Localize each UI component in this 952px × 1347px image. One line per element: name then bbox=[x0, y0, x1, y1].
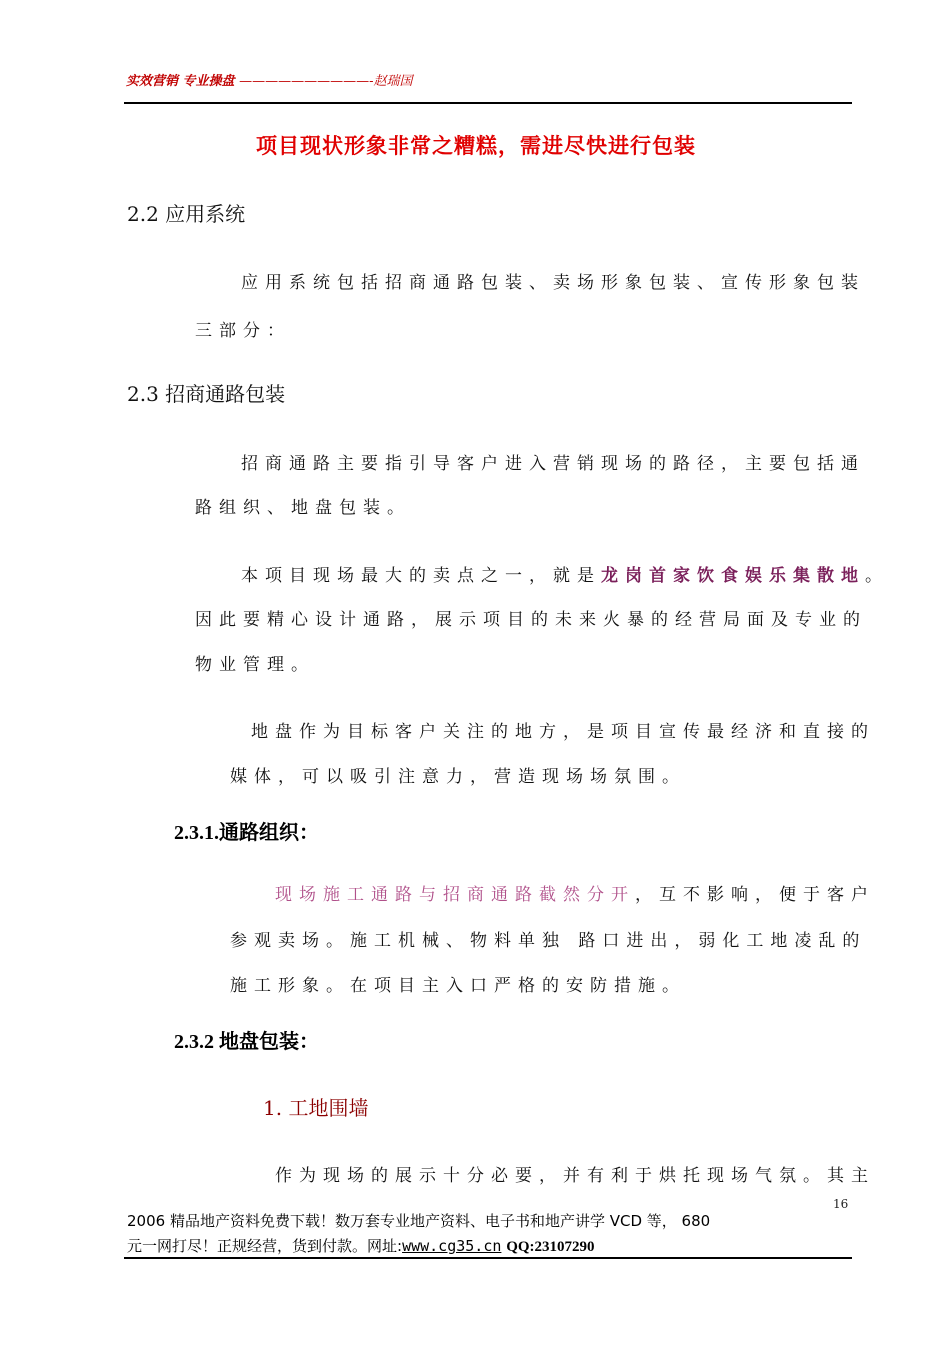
header-divider bbox=[124, 102, 852, 104]
line1-rest: ，互不影响，便于客户 bbox=[635, 885, 875, 905]
section-2-3-para3-line2: 媒体，可以吸引注意力，营造现场场氛围。 bbox=[230, 767, 686, 787]
header-slogan: 实效营销 专业操盘 bbox=[126, 74, 240, 89]
footer-line2 bbox=[127, 1235, 595, 1256]
para2-text-a: 本项目现场最大的卖点之一，就是 bbox=[241, 566, 601, 586]
section-2-2-title: 2.2 应用系统 bbox=[127, 202, 246, 226]
section-2-2-para-line1: 应用系统包括招商通路包装、卖场形象包装、宣传形象包装 bbox=[241, 273, 865, 293]
section-2-3-1-line1 bbox=[275, 880, 875, 905]
page-headline: 项目现状形象非常之糟糕，需进尽快进行包装 bbox=[256, 133, 696, 158]
header-author: -赵瑞国 bbox=[369, 74, 413, 89]
highlight-selling-point: 龙岗首家饮食娱乐集散地 bbox=[601, 566, 865, 586]
footer-divider bbox=[124, 1257, 852, 1259]
section-2-3-para1-line1: 招商通路主要指引导客户进入营销现场的路径，主要包括通 bbox=[241, 454, 865, 474]
section-2-2-para-line2: 三部分： bbox=[195, 321, 291, 341]
section-2-3-para2-line3: 物业管理。 bbox=[195, 655, 315, 675]
highlight-separate-routes: 现场施工通路与招商通路截然分开 bbox=[275, 885, 635, 905]
header-dashes: —————————— bbox=[239, 74, 370, 89]
header-tagline bbox=[126, 70, 412, 89]
section-2-3-para1-line2: 路组织、地盘包装。 bbox=[195, 498, 411, 518]
section-2-3-2-para-line1: 作为现场的展示十分必要，并有利于烘托现场气氛。其主 bbox=[275, 1166, 875, 1186]
website-link[interactable]: www.cg35.cn bbox=[402, 1237, 502, 1255]
page-number: 16 bbox=[833, 1197, 849, 1211]
section-2-3-1-line3: 施工形象。在项目主入口严格的安防措施。 bbox=[230, 976, 686, 996]
footer-text: 元一网打尽！正规经营，货到付款。网址: bbox=[127, 1237, 403, 1255]
footer-line1: 2006 精品地产资料免费下载！数万套专业地产资料、电子书和地产讲学 VCD 等， 680 bbox=[127, 1212, 711, 1230]
section-2-3-para3-line1: 地盘作为目标客户关注的地方，是项目宣传最经济和直接的 bbox=[251, 722, 875, 742]
section-2-3-title: 2.3 招商通路包装 bbox=[127, 382, 286, 406]
para2-text-b: 。 bbox=[865, 566, 889, 586]
section-2-3-para2-line2: 因此要精心设计通路，展示项目的未来火暴的经营局面及专业的 bbox=[195, 610, 867, 630]
section-2-3-2-title: 2.3.2 地盘包装： bbox=[174, 1031, 319, 1053]
list-item-site-wall: 1. 工地围墙 bbox=[263, 1096, 369, 1120]
qq-contact: QQ:23107290 bbox=[506, 1239, 595, 1255]
section-2-3-1-title: 2.3.1.通路组织： bbox=[174, 822, 319, 844]
section-2-3-1-line2: 参观卖场。施工机械、物料单独 路口进出，弱化工地凌乱的 bbox=[230, 931, 867, 951]
section-2-3-para2-line1 bbox=[241, 561, 889, 586]
